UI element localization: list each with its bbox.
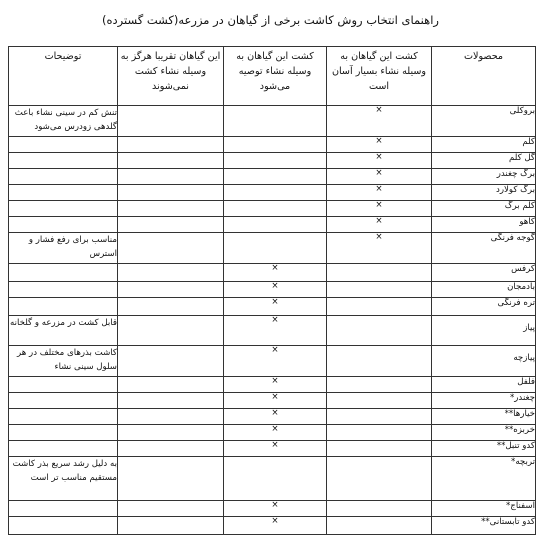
recommended-mark — [224, 185, 327, 201]
never-mark — [118, 169, 224, 185]
notes-cell — [9, 282, 118, 298]
table-row — [9, 233, 536, 264]
recommended-mark — [224, 217, 327, 233]
planting-guide-table — [8, 46, 536, 535]
table-row — [9, 377, 536, 393]
notes-cell — [9, 441, 118, 457]
recommended-mark — [224, 169, 327, 185]
table-row — [9, 441, 536, 457]
product-cell: پیازچه — [432, 346, 536, 377]
never-mark — [118, 298, 224, 316]
never-mark — [118, 346, 224, 377]
notes-cell — [9, 153, 118, 169]
product-cell: برگ چغندر — [432, 169, 536, 185]
easy-mark: × — [327, 201, 432, 217]
never-mark — [118, 217, 224, 233]
notes-cell: به دلیل رشد سریع بذر کاشت مستقیم مناسب تر است — [9, 457, 118, 501]
notes-cell — [9, 201, 118, 217]
product-cell: خربزه** — [432, 425, 536, 441]
table-row — [9, 457, 536, 501]
table-row — [9, 169, 536, 185]
never-mark — [118, 153, 224, 169]
recommended-mark — [224, 201, 327, 217]
notes-cell — [9, 501, 118, 517]
document-title: راهنمای انتخاب روش کاشت برخی از گیاهان در مزرعه(کشت گسترده) — [102, 13, 439, 27]
notes-cell — [9, 217, 118, 233]
product-cell: گل کلم — [432, 153, 536, 169]
header-recommended-transplant: کشت این گیاهان به وسیله نشاء توصیه می‌شود — [224, 47, 327, 106]
product-cell: برگ کولارد — [432, 185, 536, 201]
table-row — [9, 137, 536, 153]
product-cell: گوجه فرنگی — [432, 233, 536, 264]
never-mark — [118, 106, 224, 137]
header-never-transplant: این گیاهان تقریبا هرگز به وسیله نشاء کشت نمی‌شوند — [118, 47, 224, 106]
product-cell: تربچه* — [432, 457, 536, 501]
product-cell: پیاز — [432, 316, 536, 346]
recommended-mark — [224, 233, 327, 264]
table-row — [9, 346, 536, 377]
recommended-mark: × — [224, 282, 327, 298]
product-cell: کلم برگ — [432, 201, 536, 217]
header-easy-transplant: کشت این گیاهان به وسیله نشاء بسیار آسان است — [327, 47, 432, 106]
never-mark — [118, 201, 224, 217]
never-mark — [118, 409, 224, 425]
notes-cell: مناسب برای رفع فشار و استرس — [9, 233, 118, 264]
never-mark — [118, 316, 224, 346]
easy-mark: × — [327, 169, 432, 185]
notes-cell — [9, 137, 118, 153]
product-cell: چغندر* — [432, 393, 536, 409]
never-mark — [118, 282, 224, 298]
easy-mark — [327, 377, 432, 393]
never-mark — [118, 185, 224, 201]
product-cell: کرفس — [432, 264, 536, 282]
never-mark — [118, 517, 224, 535]
product-cell: بروکلی — [432, 106, 536, 137]
never-mark — [118, 457, 224, 501]
product-cell: فلفل — [432, 377, 536, 393]
table-row — [9, 517, 536, 535]
notes-cell — [9, 169, 118, 185]
notes-cell — [9, 425, 118, 441]
never-mark — [118, 233, 224, 264]
table-row — [9, 316, 536, 346]
recommended-mark: × — [224, 517, 327, 535]
table-row — [9, 409, 536, 425]
notes-cell: قابل کشت در مزرعه و گلخانه — [9, 316, 118, 346]
table-row — [9, 264, 536, 282]
notes-cell — [9, 517, 118, 535]
notes-cell — [9, 393, 118, 409]
easy-mark — [327, 441, 432, 457]
easy-mark — [327, 346, 432, 377]
recommended-mark: × — [224, 501, 327, 517]
recommended-mark: × — [224, 377, 327, 393]
never-mark — [118, 377, 224, 393]
easy-mark — [327, 282, 432, 298]
recommended-mark — [224, 106, 327, 137]
recommended-mark: × — [224, 409, 327, 425]
table-row — [9, 217, 536, 233]
never-mark — [118, 393, 224, 409]
notes-cell: کاشت بذرهای مختلف در هر سلول سینی نشاء — [9, 346, 118, 377]
easy-mark — [327, 316, 432, 346]
table-row — [9, 425, 536, 441]
product-cell: کدو تابستانی** — [432, 517, 536, 535]
table-row — [9, 282, 536, 298]
never-mark — [118, 425, 224, 441]
product-cell: اسفناج* — [432, 501, 536, 517]
notes-cell — [9, 409, 118, 425]
notes-cell — [9, 185, 118, 201]
easy-mark — [327, 409, 432, 425]
easy-mark — [327, 298, 432, 316]
never-mark — [118, 441, 224, 457]
header-row — [9, 47, 536, 106]
easy-mark — [327, 457, 432, 501]
easy-mark: × — [327, 233, 432, 264]
never-mark — [118, 501, 224, 517]
table-row — [9, 393, 536, 409]
easy-mark — [327, 517, 432, 535]
recommended-mark: × — [224, 393, 327, 409]
product-cell: کلم — [432, 137, 536, 153]
table-row — [9, 106, 536, 137]
never-mark — [118, 264, 224, 282]
product-cell: تره فرنگی — [432, 298, 536, 316]
table-row — [9, 185, 536, 201]
table-row — [9, 298, 536, 316]
easy-mark: × — [327, 137, 432, 153]
table-row — [9, 201, 536, 217]
notes-cell: تنش کم در سینی نشاء باعث گلدهی زودرس می‌شود — [9, 106, 118, 137]
product-cell: کاهو — [432, 217, 536, 233]
table-row — [9, 153, 536, 169]
notes-cell — [9, 298, 118, 316]
easy-mark: × — [327, 185, 432, 201]
notes-cell — [9, 377, 118, 393]
recommended-mark: × — [224, 298, 327, 316]
product-cell: کدو تنبل** — [432, 441, 536, 457]
easy-mark — [327, 393, 432, 409]
easy-mark: × — [327, 153, 432, 169]
recommended-mark: × — [224, 346, 327, 377]
easy-mark: × — [327, 106, 432, 137]
notes-cell — [9, 264, 118, 282]
table-row — [9, 501, 536, 517]
product-cell: بادمجان — [432, 282, 536, 298]
easy-mark — [327, 501, 432, 517]
recommended-mark — [224, 137, 327, 153]
recommended-mark: × — [224, 316, 327, 346]
easy-mark: × — [327, 217, 432, 233]
recommended-mark: × — [224, 425, 327, 441]
recommended-mark — [224, 153, 327, 169]
recommended-mark: × — [224, 264, 327, 282]
header-notes: توضیحات — [9, 47, 118, 106]
product-cell: خیارها** — [432, 409, 536, 425]
recommended-mark: × — [224, 441, 327, 457]
easy-mark — [327, 425, 432, 441]
header-products: محصولات — [432, 47, 536, 106]
recommended-mark — [224, 457, 327, 501]
never-mark — [118, 137, 224, 153]
easy-mark — [327, 264, 432, 282]
